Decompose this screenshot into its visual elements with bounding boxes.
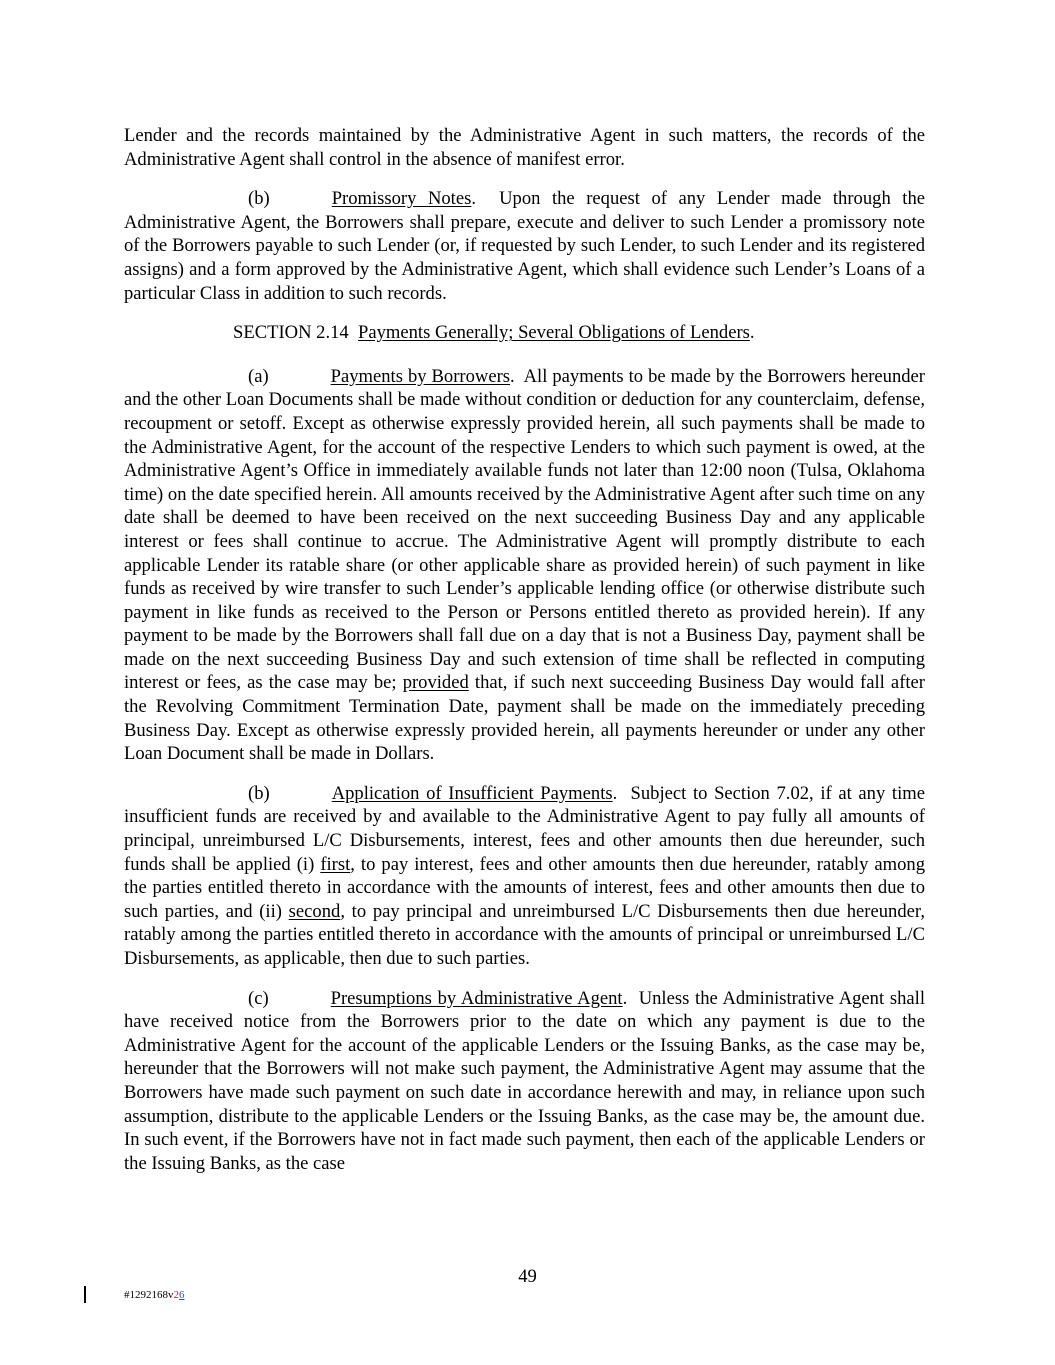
paragraph-marker: (b) (248, 188, 270, 210)
section-number: SECTION 2.14 (233, 322, 349, 344)
doc-version-old: 2 (173, 1289, 179, 1301)
paragraph-text: Subject to Section 7.02, if at any time insufficient funds are received by and available to the Administrative Agent to pay fully all amounts of principal, unreimbursed L/C Disbursements, interest, fees and other amounts then due hereunder, such funds shall be applied (i) (124, 782, 925, 875)
document-id: #1292168v26 (124, 1289, 185, 1301)
paragraph-marker: (b) (248, 782, 270, 804)
first-term: first (320, 853, 351, 875)
doc-version-new: 6 (179, 1289, 185, 1301)
second-term: second (288, 900, 341, 922)
paragraph-insufficient-payments: (b) Application of Insufficient Payments. Subject to Section 7.02, if at any time insufficient funds are received by and available to the Administrative Agent to pay fully all amounts of principal, unreimbursed L/C Disbursements, interest, fees and other amounts then due hereunder, such funds shall be applied (i) first, to pay interest, fees and other amounts then due hereunder, ratably among the parties entitled thereto in accordance with the amounts of interest, fees and other amounts then due to such parties, and (ii) second, to pay principal and unreimbursed L/C Disbursements then due hereunder, ratably among the parties entitled thereto in accordance with the amounts of principal or unreimbursed L/C Disbursements, as applicable, then due to such parties. (124, 782, 925, 969)
revision-bar (84, 1286, 86, 1303)
section-title: Payments Generally; Several Obligations of Lenders (358, 322, 750, 344)
paragraph-text: that, if such next succeeding Business Day would fall after the Revolving Commitment Termination Date, payment shall be made on the immediately preceding Business Day. Except as otherwise expressly provided herein, all payments hereunder or under any other Loan Document shall be made in Dollars. (124, 672, 925, 765)
paragraph-payments-by-borrowers: (a) Payments by Borrowers. All payments to be made by the Borrowers hereunder and the other Loan Documents shall be made without condition or deduction for any counterclaim, defense, recoupment or setoff. Except as otherwise expressly provided herein, all such payments shall be made to the Administrative Agent, for the account of the respective Lenders to which such payment is owed, at the Administrative Agent’s Office in immediately available funds not later than 12:00 noon (Tulsa, Oklahoma time) on the date specified herein. All amounts received by the Administrative Agent after such time on any date shall be deemed to have been received on the next succeeding Business Day and any applicable interest or fees shall continue to accrue. The Administrative Agent will promptly distribute to each applicable Lender its ratable share (or other applicable share as provided herein) of such payment in like funds as received by wire transfer to such Lender’s applicable lending office (or otherwise distribute such payment in like funds as received to the Person or Persons entitled thereto as provided herein). If any payment to be made by the Borrowers shall fall due on a day that is not a Business Day, payment shall be made on the next succeeding Business Day and such extension of time shall be reflected in computing interest or fees, as the case may be; provided that, if such next succeeding Business Day would fall after the Revolving Commitment Termination Date, payment shall be made on the immediately preceding Business Day. Except as otherwise expressly provided herein, all payments hereunder or under any other Loan Document shall be made in Dollars. (124, 365, 925, 765)
page-number: 49 (518, 1266, 537, 1287)
paragraph-marker: (c) (248, 987, 269, 1009)
paragraph-text: , to pay principal and unreimbursed L/C Disbursements then due hereunder, ratably among the parties entitled thereto in accordance with the amounts of principal or unreimbursed L/C Disbursements, as applicable, then due to such parties. (124, 900, 925, 969)
paragraph-promissory-notes: (b) Promissory Notes. Upon the request of any Lender made through the Administrative Agent, the Borrowers shall prepare, execute and deliver to such Lender a promissory note of the Borrowers payable to such Lender (or, if requested by such Lender, to such Lender and its registered assigns) and a form approved by the Administrative Agent, which shall evidence such Lender’s Loans of a particular Class in addition to such records. (124, 188, 925, 304)
paragraph-presumptions: (c) Presumptions by Administrative Agent. Unless the Administrative Agent shall have received notice from the Borrowers prior to the date on which any payment is due to the Administrative Agent for the account of the applicable Lenders or the Issuing Banks, as the case may be, hereunder that the Borrowers will not make such payment, the Administrative Agent may assume that the Borrowers have made such payment on such date in accordance herewith and may, in reliance upon such assumption, distribute to the applicable Lenders or the Issuing Banks, as the case may be, the amount due. In such event, if the Borrowers have not in fact made such payment, then each of the applicable Lenders or the Issuing Banks, as the case (124, 987, 925, 1174)
paragraph-text: All payments to be made by the Borrowers hereunder and the other Loan Documents shall be made without condition or deduction for any counterclaim, defense, recoupment or setoff. Except as otherwise expressly provided herein, all such payments shall be made to the Administrative Agent, for the account of the respective Lenders to which such payment is owed, at the Administrative Agent’s Office in immediately available funds not later than 12:00 noon (Tulsa, Oklahoma time) on the date specified herein. All amounts received by the Administrative Agent after such time on any date shall be deemed to have been received on the next succeeding Business Day and any applicable interest or fees shall continue to accrue. The Administrative Agent will promptly distribute to each applicable Lender its ratable share (or other applicable share as provided herein) of such payment in like funds as received by wire transfer to such Lender’s applicable lending office (or otherwise distribute such payment in like funds as received to the Person or Persons entitled thereto as provided herein). If any payment to be made by the Borrowers shall fall due on a day that is not a Business Day, payment shall be made on the next succeeding Business Day and such extension of time shall be reflected in computing interest or fees, as the case may be; (124, 365, 925, 694)
paragraph-title: Payments by Borrowers (330, 365, 511, 387)
paragraph-marker: (a) (248, 365, 269, 387)
paragraph-text: Upon the request of any Lender made through the Administrative Agent, the Borrowers shall prepare, execute and deliver to such Lender a promissory note of the Borrowers payable to such Lender (or, if requested by such Lender, to such Lender and its registered assigns) and a form approved by the Administrative Agent, which shall evidence such Lender’s Loans of a particular Class in addition to such records. (124, 188, 925, 304)
section-heading: SECTION 2.14 Payments Generally; Several Obligations of Lenders. (233, 322, 755, 344)
continuation-paragraph: Lender and the records maintained by the Administrative Agent in such matters, the records of the Administrative Agent shall control in the absence of manifest error. (124, 125, 925, 170)
paragraph-title: Presumptions by Administrative Agent (330, 987, 623, 1009)
document-body (124, 124, 925, 1191)
paragraph-title: Application of Insufficient Payments (331, 782, 613, 804)
paragraph-text: , to pay interest, fees and other amounts then due hereunder, ratably among the parties entitled thereto in accordance with the amounts of interest, fees and other amounts then due to such parties, and (ii) (124, 853, 925, 922)
provided-term: provided (402, 672, 469, 694)
paragraph-text: Unless the Administrative Agent shall have received notice from the Borrowers prior to the date on which any payment is due to the Administrative Agent for the account of the applicable Lenders or the Issuing Banks, as the case may be, hereunder that the Borrowers will not make such payment, the Administrative Agent may assume that the Borrowers have made such payment on such date in accordance herewith and may, in reliance upon such assumption, distribute to the applicable Lenders or the Issuing Banks, as the case may be, the amount due. In such event, if the Borrowers have not in fact made such payment, then each of the applicable Lenders or the Issuing Banks, as the case (124, 987, 925, 1174)
paragraph-title: Promissory Notes (331, 188, 472, 210)
